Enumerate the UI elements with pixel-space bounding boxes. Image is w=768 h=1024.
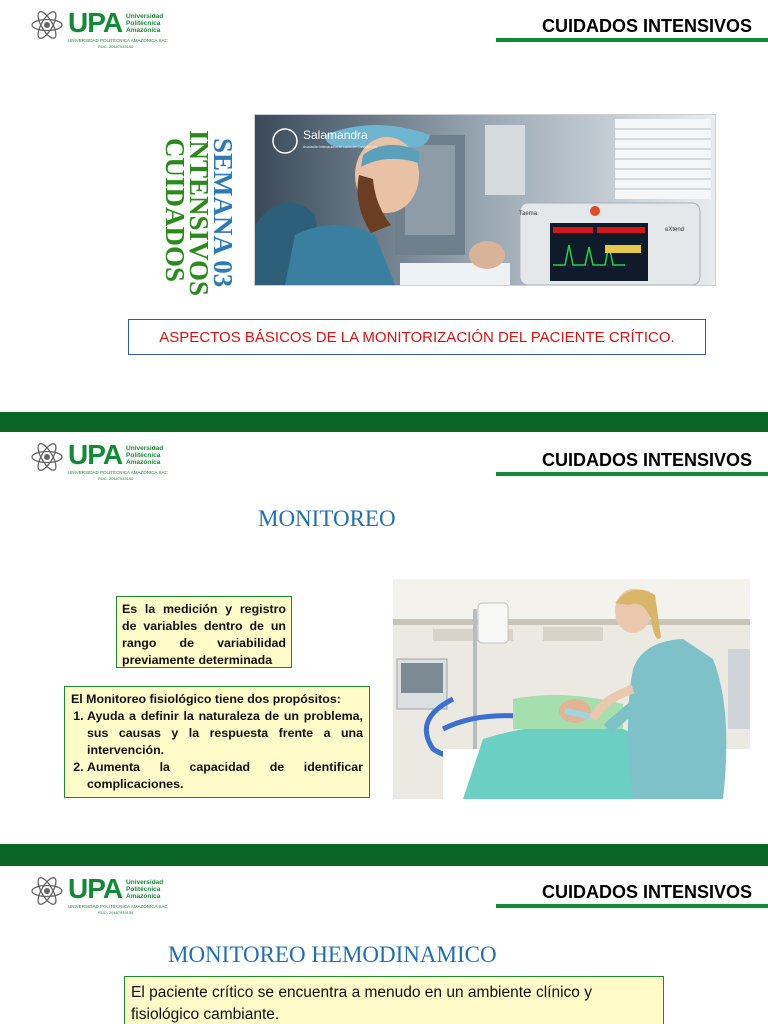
definition-box: Es la medición y registro de variables dentro de un rango de variabilidad previamente determinada	[116, 596, 292, 668]
purpose-intro: El Monitoreo fisiológico tiene dos propósitos:	[71, 692, 341, 706]
purpose-item: 2. Aumenta la capacidad de identificar complicaciones.	[87, 759, 363, 793]
vertical-title-line: INTENSIVOS	[184, 130, 214, 297]
logo-ruc: RUC: 20487949155	[98, 44, 134, 49]
paragraph-box: El paciente crítico se encuentra a menudo en un ambiente clínico y fisiológico cambiante.	[124, 976, 664, 1024]
photo-brand-sub: Asociación Internacional de Lucha del Conocimiento	[303, 145, 378, 149]
logo-footer: UNIVERSIDAD POLITÉCNICA AMAZÓNICA SAC	[68, 904, 168, 909]
icu-photo-nurse-monitor	[254, 114, 716, 286]
section-title: MONITOREO	[258, 506, 396, 531]
vertical-title-line: CUIDADOS	[160, 138, 190, 283]
slide-2	[0, 432, 768, 844]
header-underline	[496, 38, 768, 42]
icu-photo-nurse-patient	[393, 579, 750, 799]
vertical-title	[156, 130, 246, 295]
slide-divider	[0, 844, 768, 866]
logo-wordmark: UPA	[68, 439, 123, 470]
logo-subtitle: Universidad Politécnica Amazónica	[126, 12, 164, 34]
upa-logo	[30, 8, 168, 49]
upa-logo	[30, 874, 168, 915]
header-underline	[496, 472, 768, 476]
atom-icon	[30, 8, 64, 42]
header-title: CUIDADOS INTENSIVOS	[541, 450, 752, 470]
atom-icon	[30, 874, 64, 908]
header-underline	[496, 904, 768, 908]
atom-icon	[30, 440, 64, 474]
photo-brand: Salamandra	[303, 128, 368, 142]
monitor-brand: Taema	[519, 211, 538, 217]
header-title: CUIDADOS INTENSIVOS	[541, 16, 752, 36]
monitor-brand-2: eXtend	[665, 227, 685, 233]
vertical-title-line: SEMANA 03	[208, 138, 238, 288]
logo-ruc: RUC: 20487949155	[98, 476, 134, 481]
logo-subtitle: Universidad Politécnica Amazónica	[126, 444, 164, 466]
purpose-list	[71, 708, 363, 793]
logo-ruc: RUC: 20487949155	[98, 910, 134, 915]
logo-subtitle: Universidad Politécnica Amazónica	[126, 878, 164, 900]
slide-divider	[0, 412, 768, 432]
slide-1	[0, 0, 768, 412]
logo-wordmark: UPA	[68, 873, 123, 904]
logo-wordmark: UPA	[68, 7, 123, 38]
upa-logo	[30, 440, 168, 481]
section-title: MONITOREO HEMODINAMICO	[168, 942, 497, 967]
logo-footer: UNIVERSIDAD POLITÉCNICA AMAZÓNICA SAC	[68, 38, 168, 43]
slide-3	[0, 866, 768, 1024]
purpose-box	[64, 686, 370, 798]
subtitle-box: ASPECTOS BÁSICOS DE LA MONITORIZACIÓN DEL PACIENTE CRÍTICO.	[128, 319, 706, 355]
purpose-item: 1. Ayuda a definir la naturaleza de un problema, sus causas y la respuesta frente a una intervención.	[87, 708, 363, 759]
logo-footer: UNIVERSIDAD POLITÉCNICA AMAZÓNICA SAC	[68, 470, 168, 475]
header-title: CUIDADOS INTENSIVOS	[541, 882, 752, 902]
